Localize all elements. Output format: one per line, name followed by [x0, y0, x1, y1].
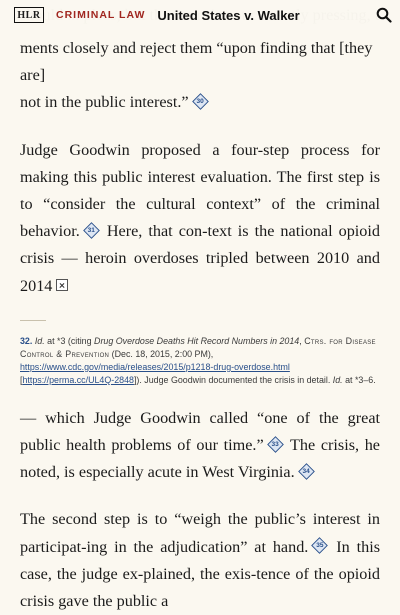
perma-link[interactable]: https://perma.cc/UL4Q-2848: [22, 374, 134, 385]
footnote-marker-33[interactable]: [267, 436, 284, 453]
top-bar: [0, 0, 400, 30]
footnote-text: (Dec. 18, 2015, 2:00 PM),: [109, 348, 214, 359]
footnote-number: 33: [271, 440, 279, 448]
citation-id: Id.: [34, 335, 45, 346]
cdc-link[interactable]: https://www.cdc.gov/media/releases/2015/p1218-drug-overdose.html: [20, 361, 290, 372]
paragraph-text: Judge Goodwin proposed a four-step process for making this public interest evaluation. The first step is to “consider the cultural context” of the criminal behavior.: [20, 140, 380, 241]
footnote-marker-30[interactable]: [192, 93, 209, 110]
paragraph-text: In this case, the judge ex-plained, the exis-tence of the opioid crisis gave the public a: [20, 537, 380, 611]
article-body: [20, 0, 380, 615]
section-label[interactable]: CRIMINAL LAW: [56, 9, 146, 21]
footnote-number: 34: [302, 467, 310, 475]
footnote-32: [20, 335, 380, 387]
footnote-text: ,: [299, 335, 305, 346]
paragraph-text: Here, that con-text is the national opioid crisis — heroin overdoses tripled between 2010 and 2014: [20, 222, 380, 295]
footnote-marker-31[interactable]: [83, 222, 100, 239]
footnote-text: at *3 (citing: [44, 335, 95, 346]
paragraph: [20, 506, 380, 615]
paragraph-text: — which Judge Goodwin called “one of the great public health problems of our time.”: [20, 408, 380, 455]
cited-publisher: Ctrs. for Disease Control & Prevention: [20, 335, 376, 359]
paragraph: [20, 137, 380, 300]
footnote-number: 31: [87, 226, 95, 234]
footnote-number: 32.: [20, 335, 33, 346]
paragraph: [20, 405, 380, 487]
footnote-marker-34[interactable]: [298, 463, 315, 480]
close-footnote-icon[interactable]: [56, 279, 68, 291]
paragraph-text: not in the public interest.”: [20, 93, 189, 112]
search-icon[interactable]: [376, 7, 392, 23]
citation-id: Id.: [332, 374, 343, 385]
cited-title: Drug Overdose Deaths Hit Record Numbers in 2014: [94, 335, 300, 346]
paragraph: [20, 35, 380, 117]
paragraph-text: The crisis, he noted, is especially acute in West Virginia.: [20, 436, 380, 482]
article-title: United States v. Walker: [157, 7, 300, 23]
footnote-text: at *3–6.: [342, 374, 376, 385]
footnote-text: [: [20, 374, 23, 385]
hlr-logo[interactable]: HLR: [14, 7, 44, 23]
paragraph-text: The second step is to “weigh the public’s interest in participat-ing in the adjudication” at hand.: [20, 510, 380, 556]
footnote-number: 30: [196, 98, 204, 106]
footnote-marker-35[interactable]: [311, 537, 328, 554]
footnote-number: 35: [316, 542, 324, 550]
paragraph-text: ments closely and reject them “upon finding that [they are]: [20, 39, 373, 85]
footnote-text: ]). Judge Goodwin documented the crisis in detail.: [133, 374, 333, 385]
